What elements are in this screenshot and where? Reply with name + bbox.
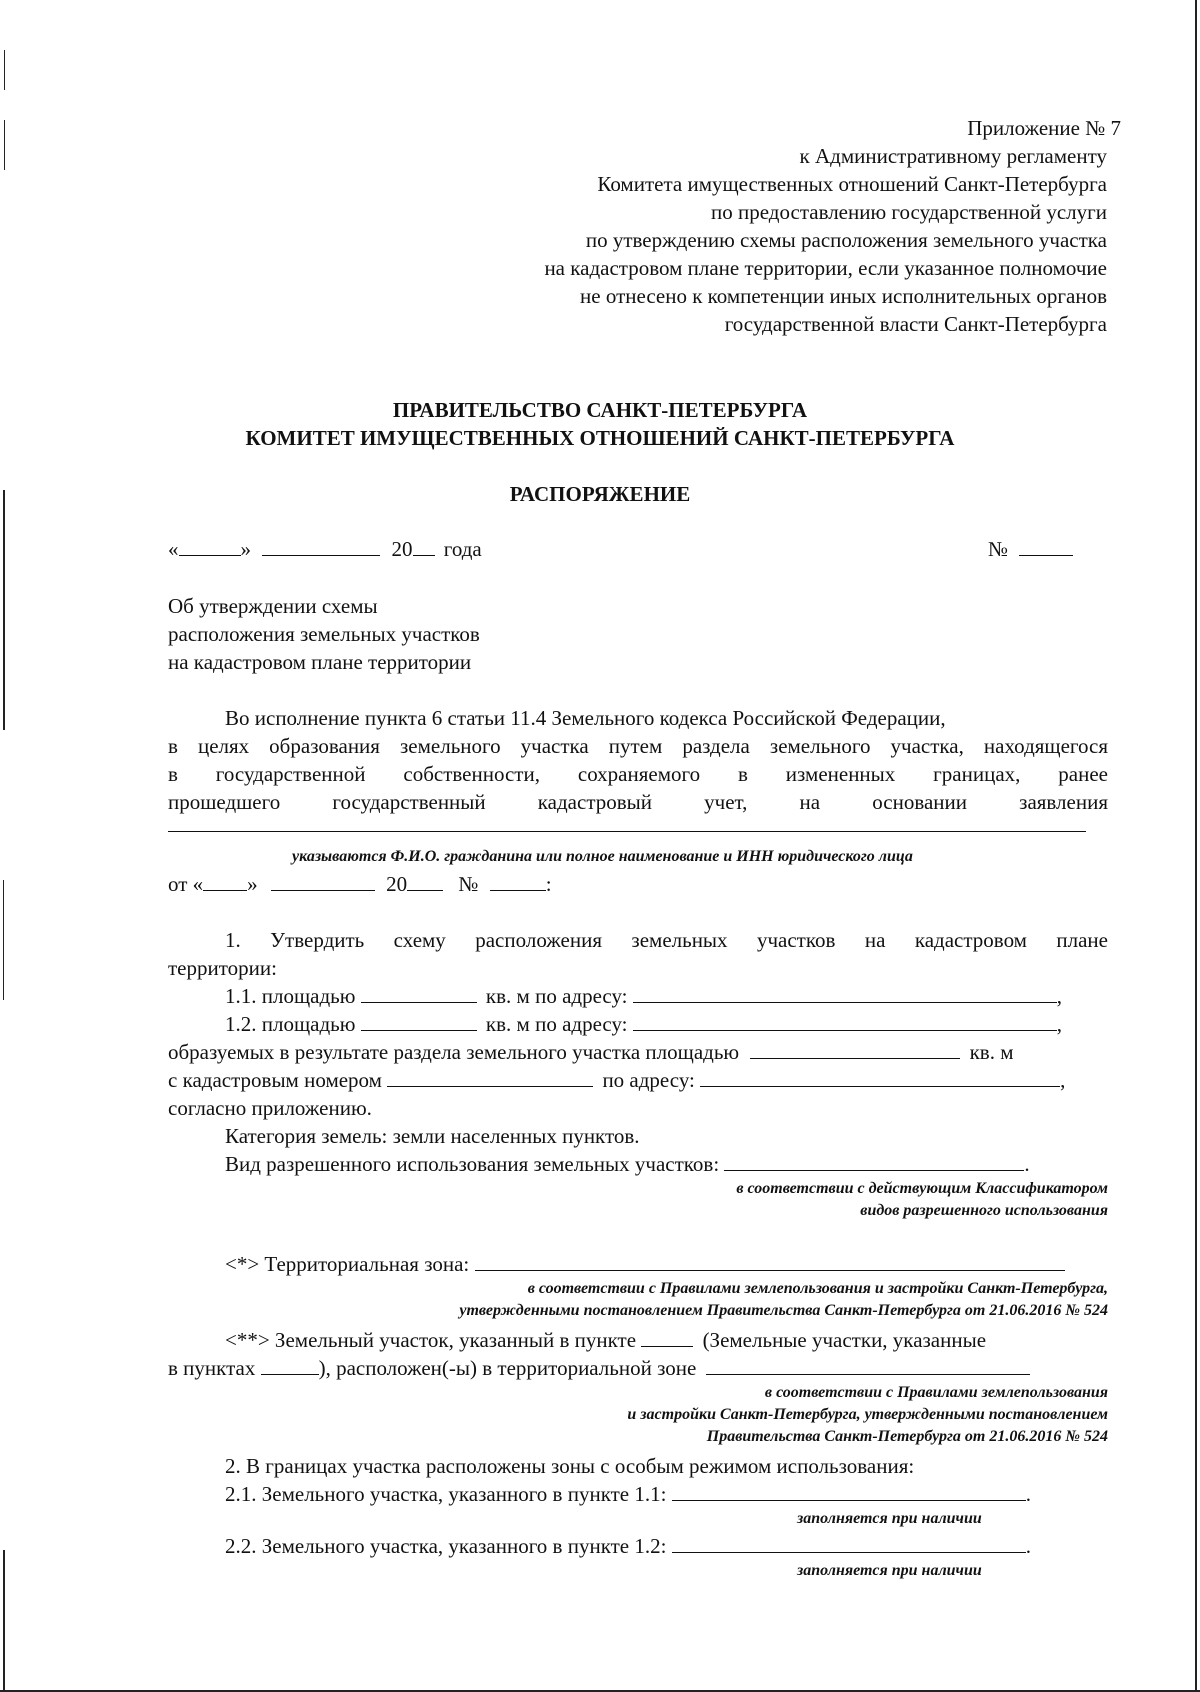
subject-line-2: расположения земельных участков xyxy=(168,622,480,646)
appendix-line-8: государственной власти Санкт-Петербурга xyxy=(724,312,1107,336)
item-1-2-area-blank[interactable] xyxy=(361,1010,477,1031)
date-close-quote: » xyxy=(240,537,251,561)
item-2-2-blank[interactable] xyxy=(672,1532,1026,1553)
app-year-prefix: 20 xyxy=(386,872,408,896)
star2-item-blank[interactable] xyxy=(641,1326,693,1347)
star2-hint-1: в соответствии с Правилами землепользования xyxy=(764,1384,1108,1401)
cadastral-address-blank[interactable] xyxy=(700,1066,1060,1087)
appendix-line-7: не отнесено к компетенции иных исполнительных органов xyxy=(580,284,1107,308)
star2-hint-2: и застройки Санкт-Петербурга, утвержденными постановлением xyxy=(627,1406,1108,1423)
item-1-1-address-blank[interactable] xyxy=(633,982,1057,1003)
item-2-2-hint: заполняется при наличии xyxy=(797,1562,982,1579)
star2-text-c: в пунктах xyxy=(168,1356,256,1380)
order-number-sign: № xyxy=(988,537,1009,561)
app-day-blank[interactable] xyxy=(203,870,247,891)
scan-edge-left-1 xyxy=(4,50,5,90)
item2-heading: 2. В границах участка расположены зоны с особым режимом использования: xyxy=(225,1454,915,1478)
item-2-1 xyxy=(225,1480,1031,1508)
app-colon: : xyxy=(545,872,552,896)
application-date-line xyxy=(168,870,552,898)
cadastral-address-label: по адресу: xyxy=(602,1068,695,1092)
appendix-line-1: Приложение № 7 xyxy=(967,116,1121,140)
permitted-hint-2: видов разрешенного использования xyxy=(860,1202,1108,1219)
zone-hint-2: утвержденными постановлением Правительства Санкт-Петербурга от 21.06.2016 № 524 xyxy=(459,1302,1108,1319)
applicant-hint: указываются Ф.И.О. гражданина или полное наименование и ИНН юридического лица xyxy=(292,848,913,865)
item-1-1-label: 1.1. площадью xyxy=(225,984,356,1008)
zone-label: <*> Территориальная зона: xyxy=(225,1252,470,1276)
app-date-close: » xyxy=(247,872,258,896)
land-category: Категория земель: земли населенных пунктов. xyxy=(225,1124,640,1148)
appendix-line-6: на кадастровом плане территории, если указанное полномочие xyxy=(544,256,1107,280)
cadastral-line xyxy=(168,1066,1065,1094)
permitted-use-period: . xyxy=(1024,1152,1030,1176)
order-number xyxy=(988,535,1073,563)
applicant-blank[interactable] xyxy=(168,830,1086,832)
appendix-line-3: Комитета имущественных отношений Санкт-Петербурга xyxy=(597,172,1107,196)
star2-line-2 xyxy=(168,1354,1030,1382)
item-1-2-label: 1.2. площадью xyxy=(225,1012,356,1036)
permitted-use-label: Вид разрешенного использования земельных участков: xyxy=(225,1152,720,1176)
formed-line xyxy=(168,1038,1014,1066)
item-1-2 xyxy=(225,1010,1062,1038)
para1-line-4: прошедшего государственный кадастровый учет, на основании заявления xyxy=(168,790,1108,814)
app-month-blank[interactable] xyxy=(271,870,375,891)
date-day-blank[interactable] xyxy=(179,535,241,556)
formed-unit: кв. м xyxy=(969,1040,1014,1064)
item1-line-2: территории: xyxy=(168,956,277,980)
appendix-line-5: по утверждению схемы расположения земельного участка xyxy=(585,228,1107,252)
para1-line-1: Во исполнение пункта 6 статьи 11.4 Земельного кодекса Российской Федерации, xyxy=(225,706,946,730)
item1-line-1: 1. Утвердить схему расположения земельных участков на кадастровом плане xyxy=(225,928,1108,952)
star2-text-b: (Земельные участки, указанные xyxy=(702,1328,987,1352)
cadastral-comma: , xyxy=(1060,1068,1066,1092)
star2-hint-3: Правительства Санкт-Петербурга от 21.06.2016 № 524 xyxy=(706,1428,1108,1445)
para1-line-3: в государственной собственности, сохраняемого в измененных границах, ранее xyxy=(168,762,1108,786)
zone-hint-1: в соответствии с Правилами землепользования и застройки Санкт-Петербурга, xyxy=(527,1280,1108,1297)
subject-line-3: на кадастровом плане территории xyxy=(168,650,472,674)
app-year-blank[interactable] xyxy=(407,870,443,891)
permitted-hint-1: в соответствии с действующим Классификатором xyxy=(736,1180,1108,1197)
according-line: согласно приложению. xyxy=(168,1096,372,1120)
date-open-quote: « xyxy=(168,537,179,561)
scan-edge-left-3 xyxy=(3,490,5,730)
scan-edge-left-5 xyxy=(3,1550,5,1692)
item-2-1-label: 2.1. Земельного участка, указанного в пункте 1.1: xyxy=(225,1482,667,1506)
item-1-1-area-blank[interactable] xyxy=(361,982,477,1003)
item-2-2 xyxy=(225,1532,1031,1560)
item-1-1-sqm-label: кв. м по адресу: xyxy=(485,984,628,1008)
star2-zone-blank[interactable] xyxy=(706,1354,1030,1375)
item-2-1-hint: заполняется при наличии xyxy=(797,1510,982,1527)
star2-text-d: ), расположен(-ы) в территориальной зоне xyxy=(318,1356,697,1380)
app-number-sign: № xyxy=(458,872,479,896)
item-1-2-comma: , xyxy=(1056,1012,1063,1036)
zone-line xyxy=(225,1250,1065,1278)
item-1-2-sqm-label: кв. м по адресу: xyxy=(485,1012,628,1036)
scan-edge-right xyxy=(1195,0,1197,1692)
scan-edge-left-4 xyxy=(3,880,4,1000)
app-number-blank[interactable] xyxy=(490,870,546,891)
subject-line-1: Об утверждении схемы xyxy=(168,594,378,618)
cadastral-label: с кадастровым номером xyxy=(168,1068,382,1092)
government-title: ПРАВИТЕЛЬСТВО САНКТ-ПЕТЕРБУРГА xyxy=(392,398,808,422)
date-month-blank[interactable] xyxy=(262,535,380,556)
date-year-prefix: 20 xyxy=(391,537,413,561)
permitted-use-line xyxy=(225,1150,1030,1178)
formed-text: образуемых в результате раздела земельного участка площадью xyxy=(168,1040,740,1064)
permitted-use-blank[interactable] xyxy=(724,1150,1024,1171)
app-date-prefix: от « xyxy=(168,872,204,896)
appendix-line-4: по предоставлению государственной услуги xyxy=(711,200,1107,224)
item-1-1 xyxy=(225,982,1062,1010)
item-1-2-address-blank[interactable] xyxy=(633,1010,1057,1031)
star2-text-a: <**> Земельный участок, указанный в пункте xyxy=(225,1328,637,1352)
item-2-1-blank[interactable] xyxy=(672,1480,1026,1501)
star2-line-1 xyxy=(225,1326,986,1354)
item-2-1-period: . xyxy=(1025,1482,1031,1506)
order-number-blank[interactable] xyxy=(1019,535,1073,556)
cadastral-number-blank[interactable] xyxy=(387,1066,593,1087)
appendix-line-2: к Административному регламенту xyxy=(799,144,1107,168)
document-type: РАСПОРЯЖЕНИЕ xyxy=(509,482,691,506)
zone-blank[interactable] xyxy=(475,1250,1065,1271)
item-2-2-label: 2.2. Земельного участка, указанного в пункте 1.2: xyxy=(225,1534,667,1558)
para1-line-2: в целях образования земельного участка путем раздела земельного участка, находящегося xyxy=(168,734,1108,758)
item-1-1-comma: , xyxy=(1056,984,1063,1008)
formed-area-blank[interactable] xyxy=(750,1038,960,1059)
scan-edge-left-2 xyxy=(4,120,5,170)
date-year-suffix: года xyxy=(443,537,482,561)
date-year-blank[interactable] xyxy=(413,535,435,556)
committee-title: КОМИТЕТ ИМУЩЕСТВЕННЫХ ОТНОШЕНИЙ САНКТ-ПЕТЕРБУРГА xyxy=(245,426,955,450)
star2-items-blank[interactable] xyxy=(261,1354,319,1375)
date-line xyxy=(168,535,482,563)
item-2-2-period: . xyxy=(1025,1534,1031,1558)
